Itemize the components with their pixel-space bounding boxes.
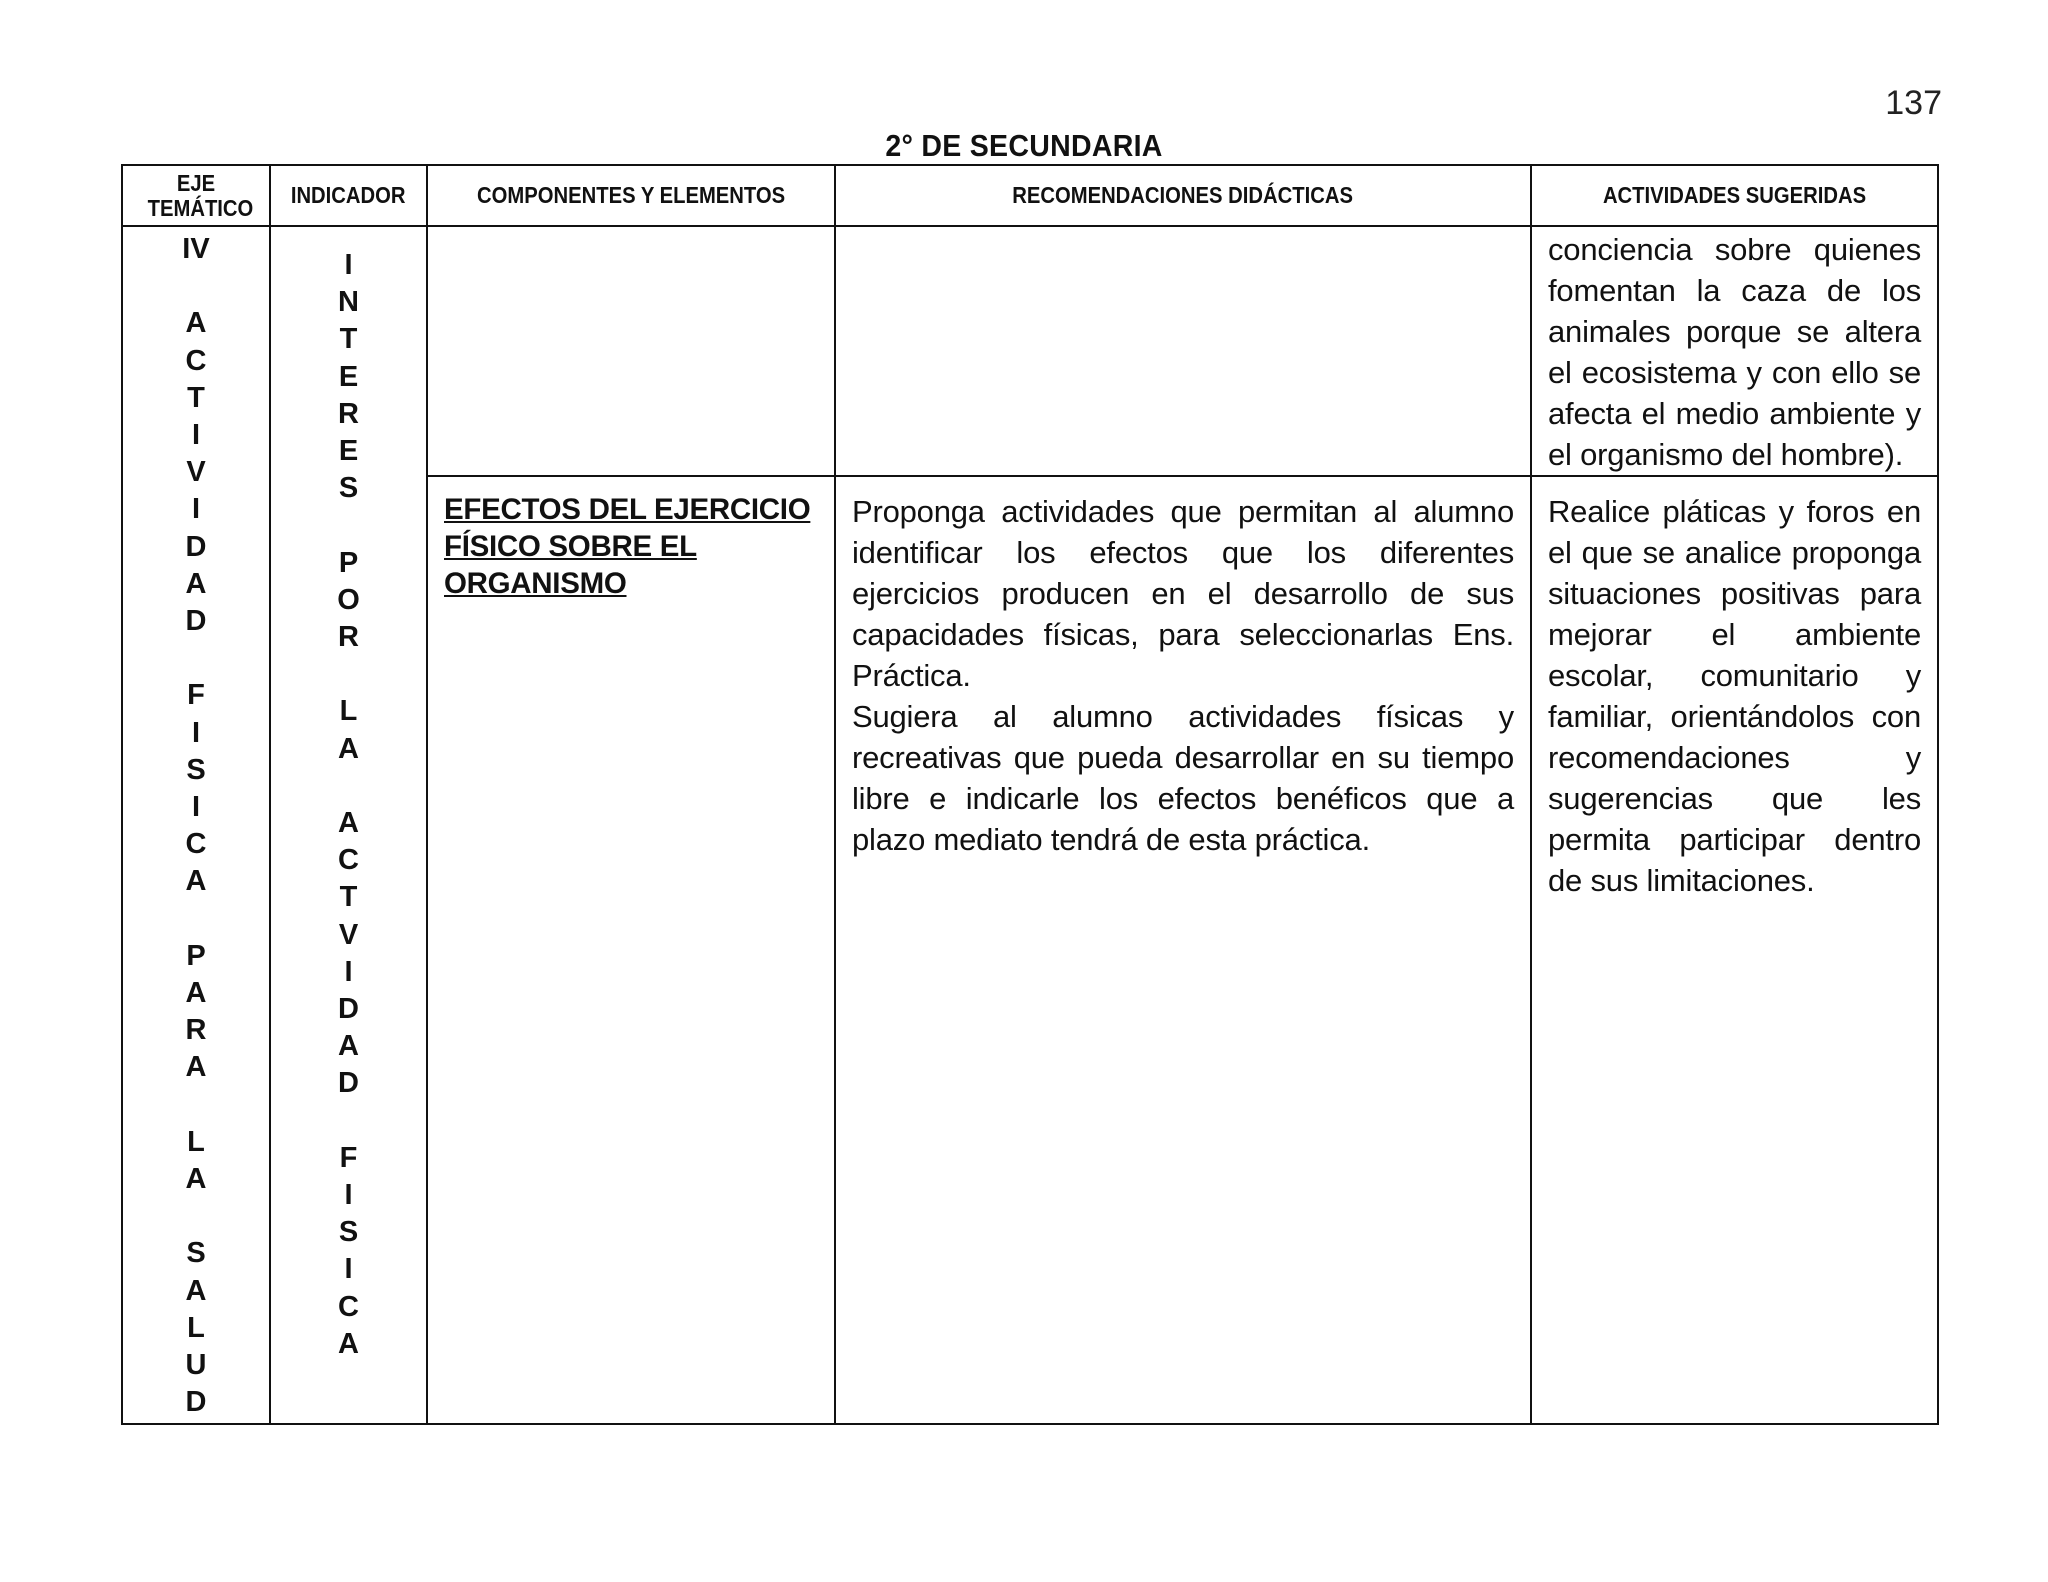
recomendacion-paragraph-2: Sugiera al alumno actividades físicas y recreativas que pueda desarrollar en su tiempo libre e indicarle los efectos benéficos que a plazo mediato tendrá de esta práctica. bbox=[852, 699, 1514, 857]
curriculum-table bbox=[121, 164, 1939, 1425]
header-indicador-label: INDICADOR bbox=[291, 182, 406, 208]
actividades-cell bbox=[1531, 476, 1938, 1424]
header-recomendaciones bbox=[835, 165, 1531, 226]
componentes-heading: EFECTOS DEL EJERCICIO FÍSICO SOBRE EL ORGANISMO bbox=[444, 493, 811, 600]
header-componentes-label: COMPONENTES Y ELEMENTOS bbox=[476, 182, 786, 208]
actividades-cell-continued bbox=[1531, 226, 1938, 476]
header-recomendaciones-label: RECOMENDACIONES DIDÁCTICAS bbox=[1012, 182, 1354, 208]
table-row bbox=[122, 226, 1938, 476]
page-title: 2° DE SECUNDARIA bbox=[885, 128, 1163, 163]
header-eje-tematico bbox=[122, 165, 270, 226]
recomendaciones-text-block bbox=[836, 477, 1530, 860]
eje-tematico-cell bbox=[122, 226, 270, 1424]
actividades-text-continued: conciencia sobre quienes fomentan la caza de los animales porque se altera el ecosistema y con ello se afecta el medio ambiente y el organismo del hombre). bbox=[1548, 232, 1921, 472]
indicador-vertical-text: I N T E R E S P O R L A A C T V I D A D F I S I C A bbox=[337, 249, 360, 1360]
componentes-cell bbox=[427, 476, 835, 1424]
actividades-text: Realice pláticas y foros en el que se analice proponga situaciones positivas para mejorar el ambiente escolar, comunitario y familiar, orientándolos con recomendaciones y sugerencias que les permita participar dentro de sus limitaciones. bbox=[1548, 494, 1921, 898]
page-number: 137 bbox=[1885, 84, 1942, 122]
recomendaciones-cell bbox=[835, 476, 1531, 1424]
header-actividades-label: ACTIVIDADES SUGERIDAS bbox=[1602, 182, 1867, 208]
header-indicador bbox=[270, 165, 427, 226]
header-eje-tematico-label: EJE TEMÁTICO bbox=[147, 169, 254, 221]
recomendacion-paragraph-1: Proponga actividades que permitan al alumno identificar los efectos que los diferentes ejercicios producen en el desarrollo de sus capacidades físicas, para seleccionarlas Ens. Práctica. bbox=[852, 494, 1514, 693]
recomendaciones-cell-empty bbox=[835, 226, 1531, 476]
table-header-row bbox=[122, 165, 1938, 226]
componentes-cell-empty bbox=[427, 226, 835, 476]
header-componentes bbox=[427, 165, 835, 226]
eje-tematico-vertical-text: IV A C T I V I D A D F I S I C A P A R A L A S A L U D bbox=[182, 233, 210, 1419]
header-actividades bbox=[1531, 165, 1938, 226]
indicador-cell bbox=[270, 226, 427, 1424]
